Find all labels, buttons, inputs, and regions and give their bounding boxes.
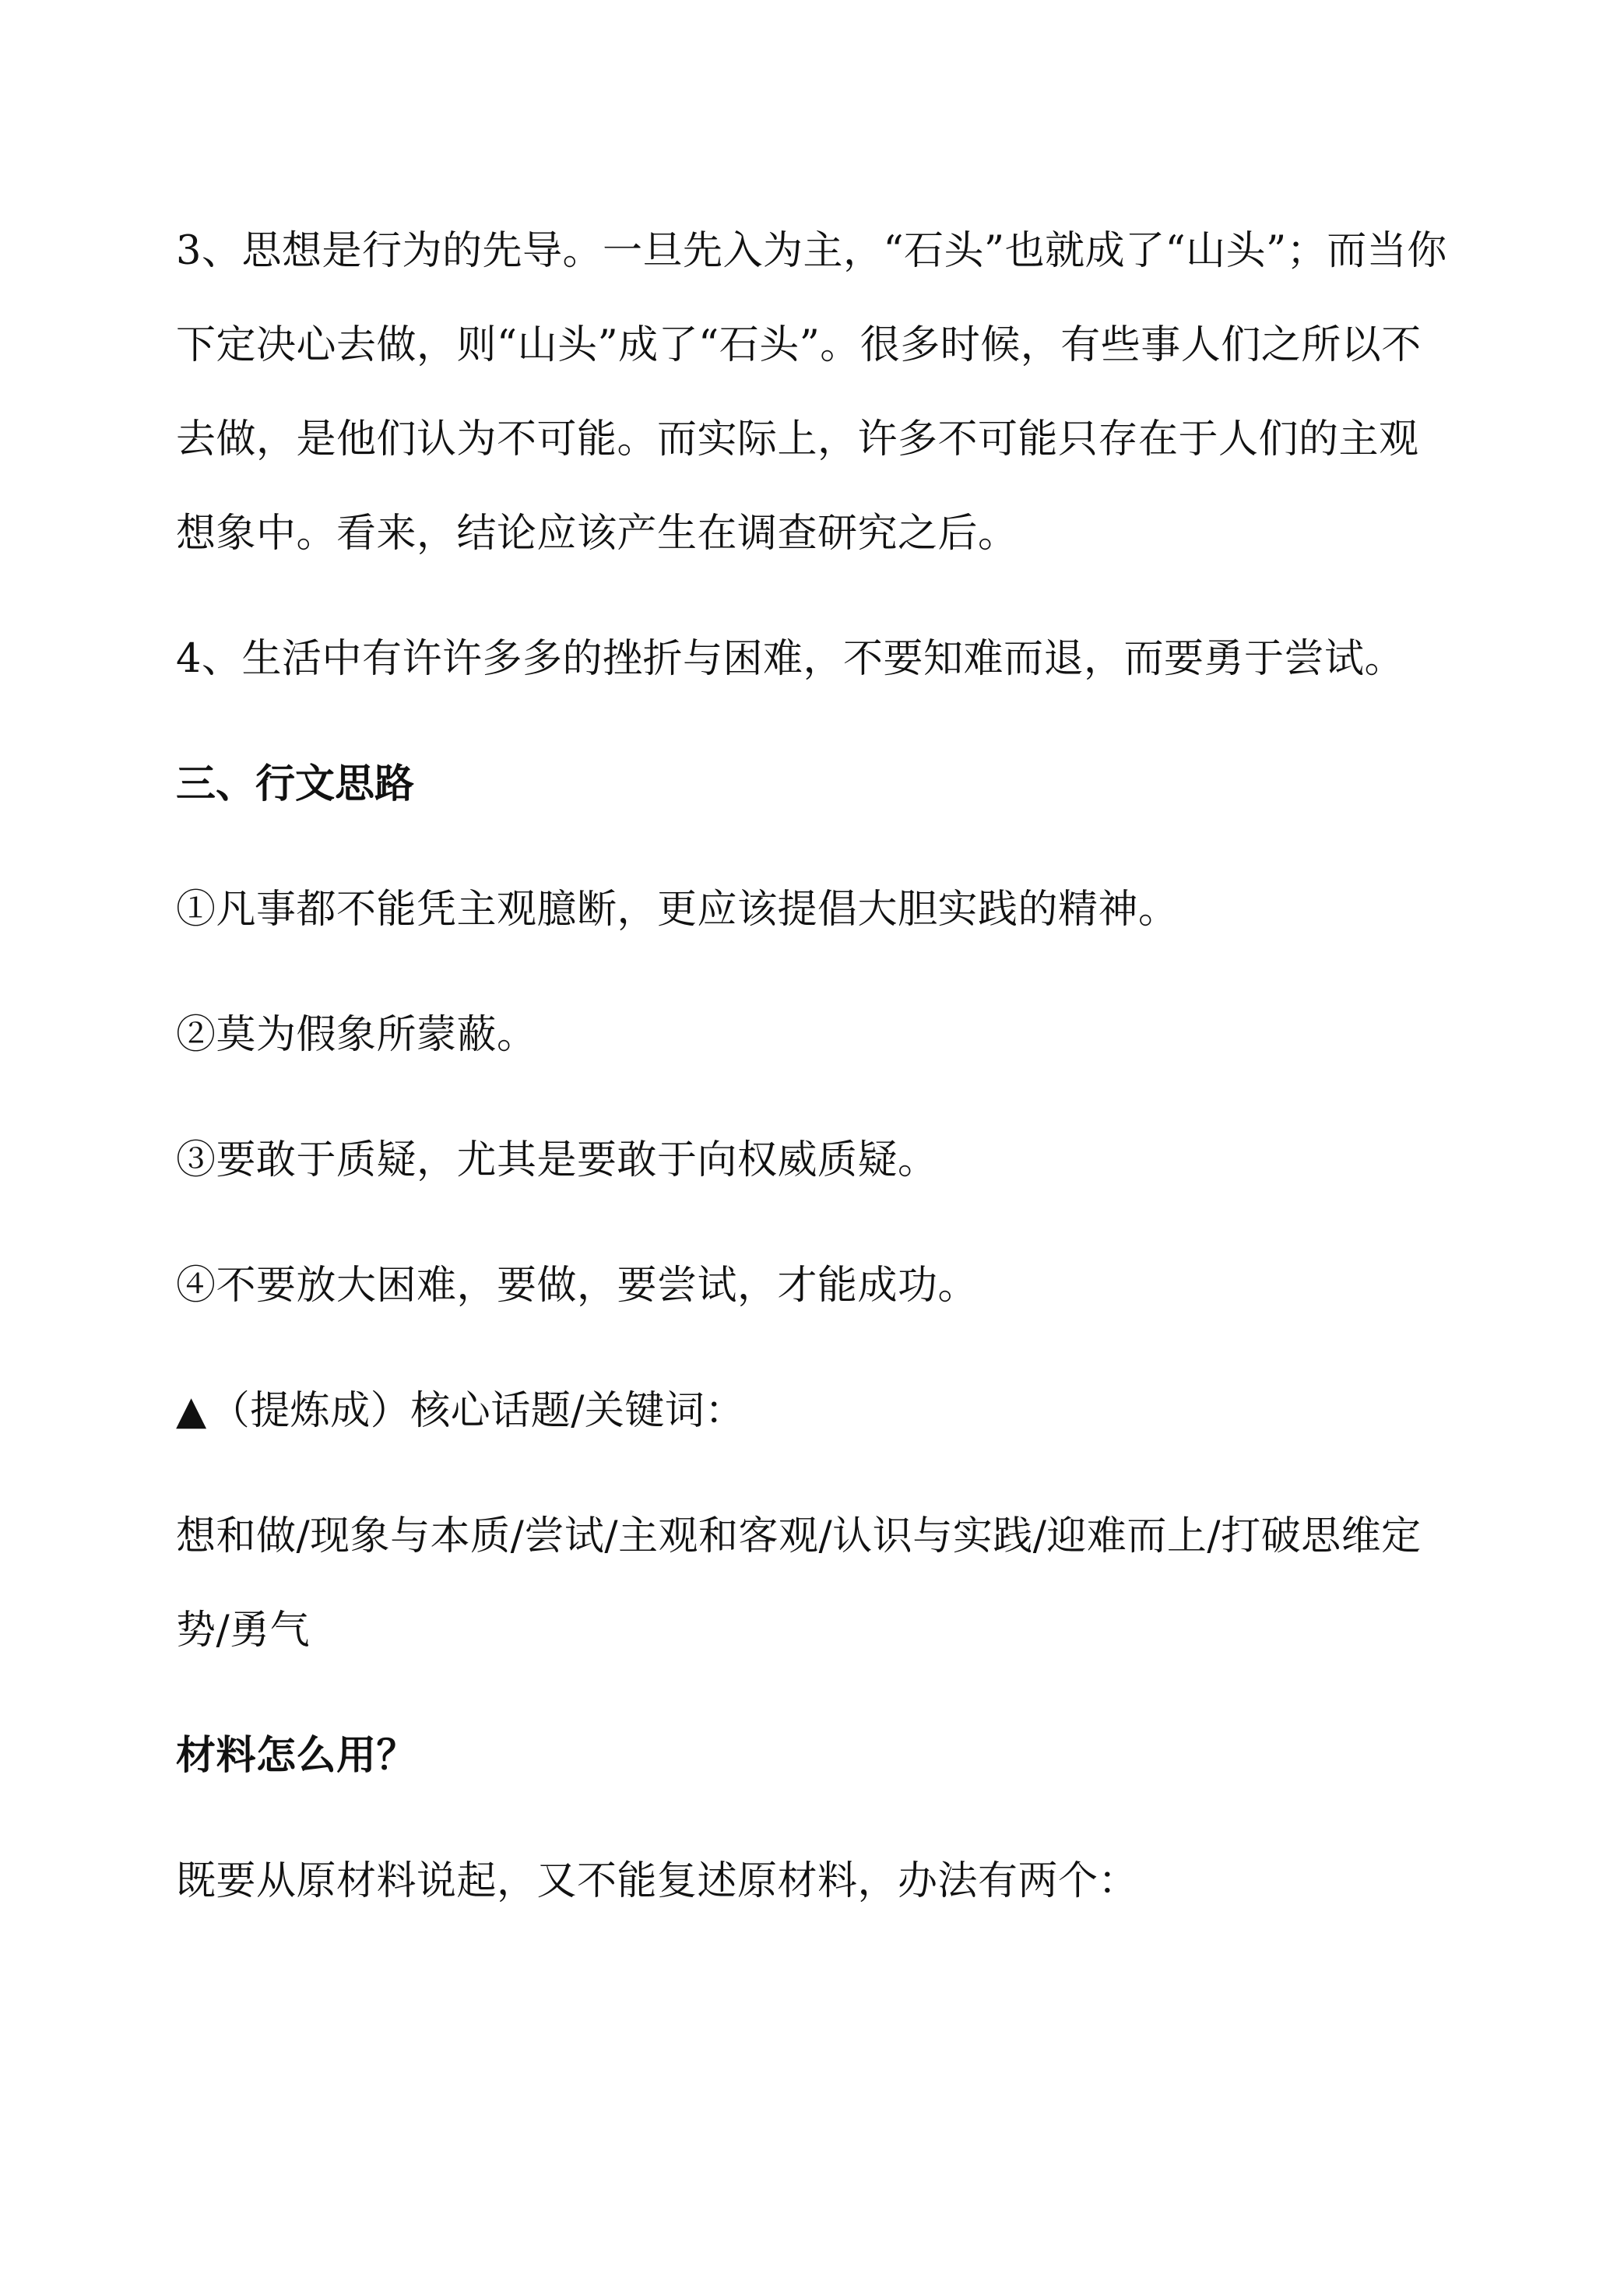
approach-item-2: ②莫为假象所蒙蔽。 [176, 1012, 537, 1058]
approach-item-1: ①凡事都不能凭主观臆断，更应该提倡大胆实践的精神。 [176, 887, 1179, 933]
usage-intro: 既要从原材料说起，又不能复述原材料，办法有两个： [176, 1858, 1139, 1904]
paragraph-point-3: 3、思想是行为的先导。一旦先入为主，“石头”也就成了“山头”；而当你下定决心去做，则“山头”成了“石头”。很多时候，有些事人们之所以不去做，是他们认为不可能。而实际上，许多不可能只存在于人们的主观想象中。看来，结论应该产生在调查研究之后。 [176, 228, 1447, 557]
usage-heading: 材料怎么用？ [176, 1732, 417, 1779]
paragraph-point-4: 4、生活中有许许多多的挫折与困难，不要知难而退，而要勇于尝试。 [176, 636, 1404, 682]
keywords-label-line [176, 1364, 1453, 1458]
approach-item-3: ③要敢于质疑，尤其是要敢于向权威质疑。 [176, 1137, 938, 1183]
keywords-list: 想和做/现象与本质/尝试/主观和客观/认识与实践/迎难而上/打破思维定势/勇气 [176, 1513, 1422, 1654]
triangle-marker-icon: ▲ [176, 1388, 207, 1434]
approach-item-4: ④不要放大困难，要做，要尝试，才能成功。 [176, 1263, 979, 1309]
document-body [176, 204, 1453, 1959]
section-heading-writing-approach: 三、行文思路 [176, 761, 415, 807]
keywords-label: （提炼成）核心话题/关键词： [209, 1388, 745, 1434]
